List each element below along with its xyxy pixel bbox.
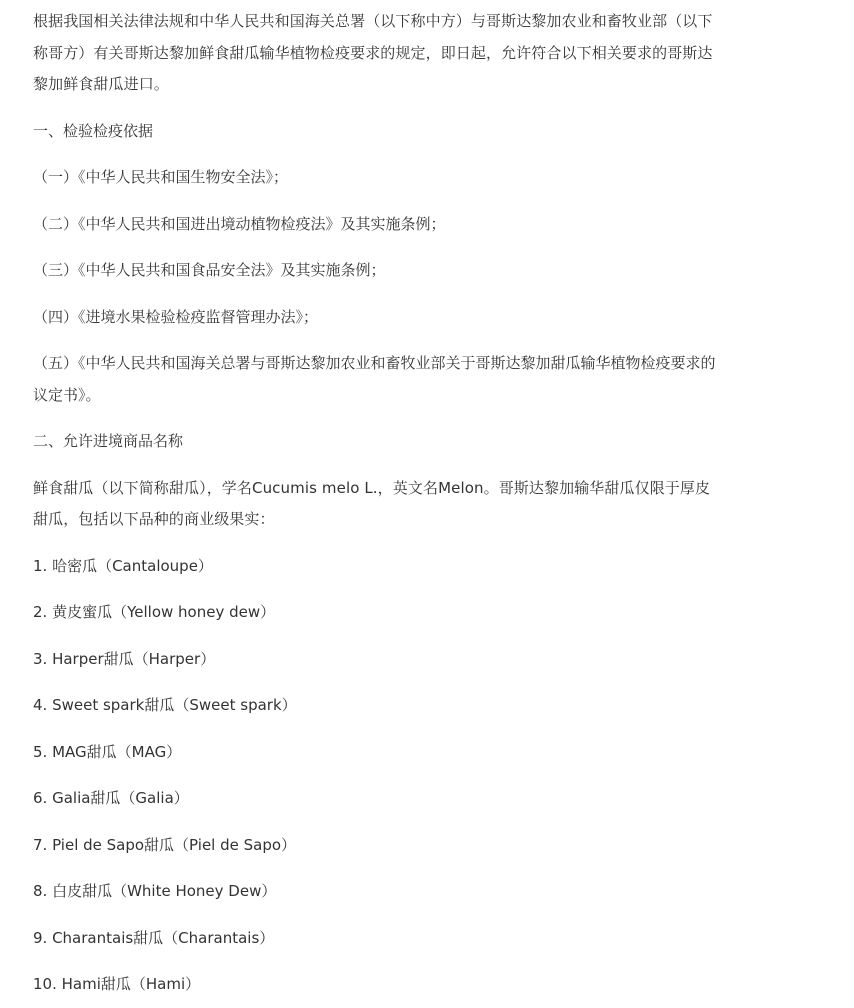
basis-item: （二）《中华人民共和国进出境动植物检疫法》及其实施条例； (33, 214, 446, 233)
variety-item: 2. 黄皮蜜瓜（Yellow honey dew） (33, 603, 276, 621)
section-heading-basis: 一、检验检疫依据 (33, 121, 154, 140)
variety-item: 5. MAG甜瓜（MAG） (33, 742, 182, 761)
basis-item: （三）《中华人民共和国食品安全法》及其实施条例； (33, 261, 386, 279)
variety-item: 9. Charantais甜瓜（Charantais） (33, 928, 275, 947)
intro-paragraph: 根据我国相关法律法规和中华人民共和国海关总署（以下称中方）与哥斯达黎加农业和畜牧业部（以下称哥方）有关哥斯达黎加鲜食甜瓜输华植物检疫要求的规定，即日起，允许符合以下相关要求的哥斯达黎加鲜食甜瓜进口。 (33, 12, 713, 93)
variety-item: 7. Piel de Sapo甜瓜（Piel de Sapo） (33, 835, 297, 854)
variety-item: 8. 白皮甜瓜（White Honey Dew） (33, 882, 277, 900)
commodity-description: 鲜食甜瓜（以下简称甜瓜），学名Cucumis melo L.，英文名Melon。哥斯达黎加输华甜瓜仅限于厚皮甜瓜，包括以下品种的商业级果实： (33, 478, 711, 528)
basis-item: （一）《中华人民共和国生物安全法》； (33, 168, 289, 186)
section-heading-commodity: 二、允许进境商品名称 (33, 432, 184, 450)
basis-item: （五）《中华人民共和国海关总署与哥斯达黎加农业和畜牧业部关于哥斯达黎加甜瓜输华植物检疫要求的议定书》。 (33, 354, 716, 404)
basis-item: （四）《进境水果检验检疫监督管理办法》； (33, 307, 319, 326)
variety-item: 6. Galia甜瓜（Galia） (33, 789, 189, 807)
variety-item: 4. Sweet spark甜瓜（Sweet spark） (33, 696, 297, 714)
variety-item: 10. Hami甜瓜（Hami） (33, 975, 201, 993)
variety-item: 3. Harper甜瓜（Harper） (33, 649, 216, 668)
variety-item: 1. 哈密瓜（Cantaloupe） (33, 556, 213, 575)
